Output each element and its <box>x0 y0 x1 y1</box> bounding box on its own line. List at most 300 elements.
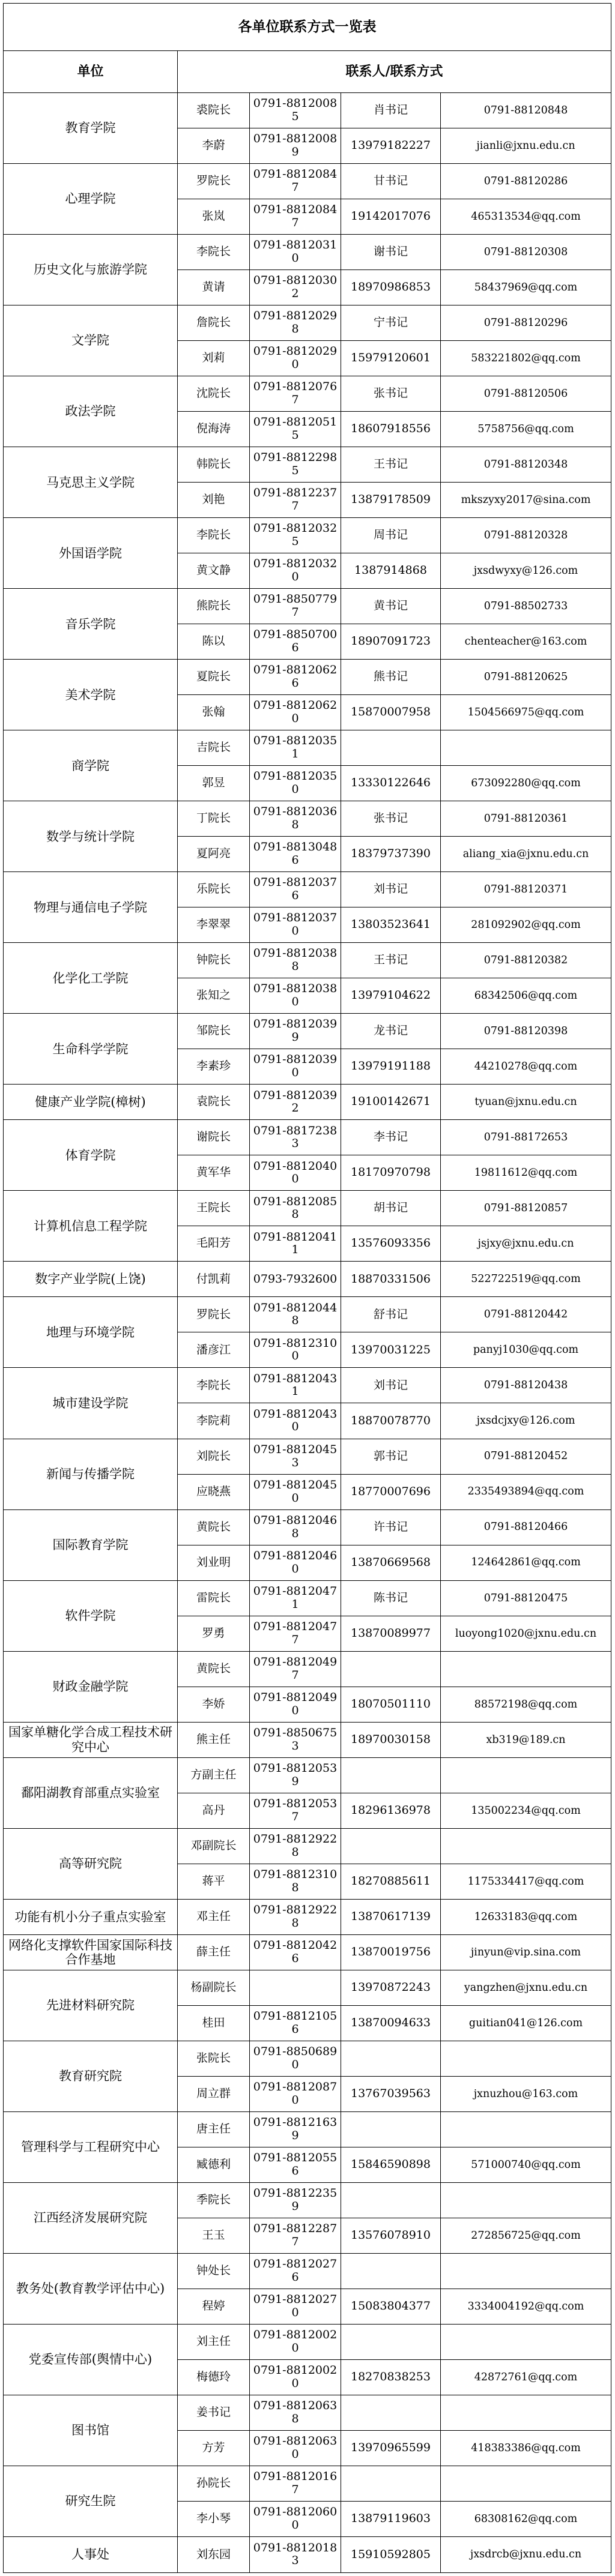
email-cell: 0791-88120857 <box>441 1191 611 1226</box>
phone-cell: 0791-88507797 <box>250 589 341 624</box>
unit-cell: 软件学院 <box>4 1580 178 1651</box>
table-row <box>4 518 611 553</box>
contact2-cell: 13879119603 <box>341 2501 441 2536</box>
table-row <box>4 943 611 978</box>
email-cell: 0791-88120371 <box>441 872 611 907</box>
name-cell: 季院长 <box>178 2182 250 2218</box>
name-cell: 李娇 <box>178 1687 250 1722</box>
contact2-cell: 18070501110 <box>341 1687 441 1722</box>
phone-cell: 0791-88120320 <box>250 553 341 589</box>
name-cell: 邹院长 <box>178 1014 250 1049</box>
phone-cell: 0791-88120515 <box>250 412 341 447</box>
name-cell: 郭昱 <box>178 766 250 801</box>
contact2-cell: 18970986853 <box>341 269 441 305</box>
phone-cell: 0791-88122359 <box>250 2182 341 2218</box>
table-row <box>4 1297 611 1332</box>
contact2-cell: 13576093356 <box>341 1226 441 1262</box>
unit-cell: 研究生院 <box>4 2466 178 2536</box>
email-cell: 0791-88120382 <box>441 943 611 978</box>
name-cell: 孙院长 <box>178 2466 250 2501</box>
name-cell: 刘院长 <box>178 1439 250 1474</box>
name-cell: 刘莉 <box>178 341 250 376</box>
phone-cell: 0791-88120767 <box>250 376 341 412</box>
table-row <box>4 2111 611 2147</box>
email-cell <box>441 1828 611 1864</box>
name-cell: 雷院长 <box>178 1580 250 1616</box>
table-row <box>4 2182 611 2218</box>
contact2-cell: 18870078770 <box>341 1403 441 1439</box>
contact2-cell: 13970872243 <box>341 1970 441 2005</box>
table-row <box>4 1899 611 1934</box>
contact2-cell <box>341 2253 441 2289</box>
table-row <box>4 376 611 412</box>
table-row <box>4 1439 611 1474</box>
email-cell: jxnuzhou@163.com <box>441 2076 611 2111</box>
phone-cell: 0791-88120310 <box>250 234 341 269</box>
phone-cell: 0791-88120539 <box>250 1757 341 1793</box>
unit-cell: 计算机信息工程学院 <box>4 1191 178 1262</box>
phone-cell: 0791-88120450 <box>250 1474 341 1509</box>
table-row <box>4 305 611 341</box>
table-row <box>4 1580 611 1616</box>
unit-cell: 教育学院 <box>4 92 178 163</box>
name-cell: 邓主任 <box>178 1899 250 1934</box>
email-cell: 418383386@qq.com <box>441 2430 611 2466</box>
name-cell: 李素珍 <box>178 1049 250 1085</box>
name-cell: 钟院长 <box>178 943 250 978</box>
phone-cell: 0791-88506890 <box>250 2041 341 2076</box>
contact2-cell: 郭书记 <box>341 1439 441 1474</box>
table-row <box>4 447 611 483</box>
phone-cell: 0791-88120399 <box>250 1014 341 1049</box>
email-cell: 0791-88120625 <box>441 660 611 695</box>
email-cell <box>441 1651 611 1687</box>
email-cell: 0791-88120308 <box>441 234 611 269</box>
email-cell <box>441 2111 611 2147</box>
name-cell: 罗院长 <box>178 1297 250 1332</box>
email-cell: 465313534@qq.com <box>441 199 611 234</box>
contact2-cell: 15870007958 <box>341 695 441 730</box>
contacts-table <box>3 3 611 2573</box>
email-cell <box>441 2253 611 2289</box>
name-cell: 梅德玲 <box>178 2359 250 2395</box>
phone-cell: 0791-88129228 <box>250 1899 341 1934</box>
phone-cell: 0791-88120388 <box>250 943 341 978</box>
phone-cell: 0791-88123108 <box>250 1864 341 1899</box>
phone-cell: 0791-88120325 <box>250 518 341 553</box>
contact2-cell: 18379737390 <box>341 837 441 872</box>
name-cell: 张岚 <box>178 199 250 234</box>
contact2-cell: 宁书记 <box>341 305 441 341</box>
table-row <box>4 1368 611 1403</box>
phone-cell: 0791-88120600 <box>250 2501 341 2536</box>
unit-cell: 美术学院 <box>4 660 178 730</box>
name-cell: 熊院长 <box>178 589 250 624</box>
phone-cell: 0791-88122877 <box>250 2218 341 2253</box>
table-row <box>4 92 611 128</box>
email-cell: 281092902@qq.com <box>441 907 611 943</box>
email-cell <box>441 2324 611 2359</box>
contact2-cell: 19142017076 <box>341 199 441 234</box>
name-cell: 夏院长 <box>178 660 250 695</box>
phone-cell: 0791-88120847 <box>250 163 341 199</box>
contact2-cell <box>341 2111 441 2147</box>
table-row <box>4 1970 611 2005</box>
name-cell: 李蔚 <box>178 128 250 163</box>
email-cell: 12633183@qq.com <box>441 1899 611 1934</box>
contact2-cell: 18270838253 <box>341 2359 441 2395</box>
table-row <box>4 1651 611 1687</box>
email-cell: 58437969@qq.com <box>441 269 611 305</box>
contact2-cell: 胡书记 <box>341 1191 441 1226</box>
phone-cell: 0791-88120620 <box>250 695 341 730</box>
unit-cell: 教务处(教育教学评估中心) <box>4 2253 178 2324</box>
unit-cell: 城市建设学院 <box>4 1368 178 1439</box>
email-cell <box>441 2466 611 2501</box>
contact2-cell: 15910592805 <box>341 2536 441 2572</box>
name-cell: 薛主任 <box>178 1934 250 1970</box>
email-cell: 1175334417@qq.com <box>441 1864 611 1899</box>
phone-cell: 0791-88120430 <box>250 1403 341 1439</box>
phone-cell: 0791-88120167 <box>250 2466 341 2501</box>
email-cell: 44210278@qq.com <box>441 1049 611 1085</box>
table-row <box>4 872 611 907</box>
name-cell: 邓副院长 <box>178 1828 250 1864</box>
unit-cell: 江西经济发展研究院 <box>4 2182 178 2253</box>
table-row <box>4 1757 611 1793</box>
name-cell: 罗院长 <box>178 163 250 199</box>
phone-cell: 0791-88120351 <box>250 730 341 766</box>
name-cell: 刘艳 <box>178 483 250 518</box>
phone-cell: 0791-88122985 <box>250 447 341 483</box>
email-cell: 522722519@qq.com <box>441 1262 611 1297</box>
unit-cell: 数学与统计学院 <box>4 801 178 872</box>
contact2-cell: 周书记 <box>341 518 441 553</box>
email-cell <box>441 2182 611 2218</box>
unit-cell: 外国语学院 <box>4 518 178 589</box>
unit-cell: 音乐学院 <box>4 589 178 660</box>
header-contact: 联系人/联系方式 <box>178 51 611 93</box>
name-cell: 程婷 <box>178 2289 250 2324</box>
table-row <box>4 1014 611 1049</box>
unit-cell: 文学院 <box>4 305 178 376</box>
phone-cell: 0791-88120400 <box>250 1155 341 1191</box>
email-cell: 673092280@qq.com <box>441 766 611 801</box>
name-cell: 吉院长 <box>178 730 250 766</box>
email-cell: 124642861@qq.com <box>441 1545 611 1580</box>
email-cell: aliang_xia@jxnu.edu.cn <box>441 837 611 872</box>
name-cell: 黄院长 <box>178 1651 250 1687</box>
email-cell: 583221802@qq.com <box>441 341 611 376</box>
name-cell: 谢院长 <box>178 1120 250 1155</box>
unit-cell: 生命科学学院 <box>4 1014 178 1085</box>
contact2-cell <box>341 1651 441 1687</box>
unit-cell: 物理与通信电子学院 <box>4 872 178 943</box>
phone-cell: 0791-88120020 <box>250 2324 341 2359</box>
contact2-cell: 13879178509 <box>341 483 441 518</box>
phone-cell: 0791-88120477 <box>250 1616 341 1651</box>
unit-cell: 商学院 <box>4 730 178 801</box>
table-row <box>4 1262 611 1297</box>
phone-cell: 0791-88120468 <box>250 1509 341 1545</box>
email-cell: jianli@jxnu.edu.cn <box>441 128 611 163</box>
name-cell: 刘业明 <box>178 1545 250 1580</box>
contact2-cell: 王书记 <box>341 447 441 483</box>
phone-cell: 0791-88121639 <box>250 2111 341 2147</box>
name-cell: 桂田 <box>178 2005 250 2041</box>
phone-cell: 0791-88130486 <box>250 837 341 872</box>
phone-cell: 0791-88120411 <box>250 1226 341 1262</box>
email-cell: 19811612@qq.com <box>441 1155 611 1191</box>
email-cell: 3334004192@qq.com <box>441 2289 611 2324</box>
name-cell: 刘东园 <box>178 2536 250 2572</box>
email-cell: luoyong1020@jxnu.edu.cn <box>441 1616 611 1651</box>
name-cell: 方芳 <box>178 2430 250 2466</box>
name-cell: 裘院长 <box>178 92 250 128</box>
contact2-cell: 13870669568 <box>341 1545 441 1580</box>
name-cell: 刘主任 <box>178 2324 250 2359</box>
phone-cell: 0791-88129228 <box>250 1828 341 1864</box>
phone-cell: 0791-88121056 <box>250 2005 341 2041</box>
phone-cell: 0791-88507006 <box>250 624 341 660</box>
email-cell: guitian041@126.com <box>441 2005 611 2041</box>
phone-cell: 0791-88120368 <box>250 801 341 837</box>
email-cell: 0791-88120286 <box>441 163 611 199</box>
name-cell: 方副主任 <box>178 1757 250 1793</box>
title-row <box>4 4 611 51</box>
email-cell: 0791-88120348 <box>441 447 611 483</box>
contact2-cell: 熊书记 <box>341 660 441 695</box>
unit-cell: 网络化支撑软件国家国际科技合作基地 <box>4 1934 178 1970</box>
table-row <box>4 1509 611 1545</box>
name-cell: 沈院长 <box>178 376 250 412</box>
email-cell: 0791-88502733 <box>441 589 611 624</box>
name-cell: 罗勇 <box>178 1616 250 1651</box>
phone-cell: 0791-88120089 <box>250 128 341 163</box>
unit-cell: 国际教育学院 <box>4 1509 178 1580</box>
phone-cell: 0791-88120376 <box>250 872 341 907</box>
phone-cell: 0791-88506753 <box>250 1722 341 1757</box>
unit-cell: 马克思主义学院 <box>4 447 178 518</box>
name-cell: 张院长 <box>178 2041 250 2076</box>
email-cell: 0791-88120398 <box>441 1014 611 1049</box>
table-row <box>4 801 611 837</box>
contact2-cell: 张书记 <box>341 801 441 837</box>
contact2-cell <box>341 2466 441 2501</box>
contact2-cell: 13767039563 <box>341 2076 441 2111</box>
email-cell: 0791-88120442 <box>441 1297 611 1332</box>
header-unit: 单位 <box>4 51 178 93</box>
unit-cell: 地理与环境学院 <box>4 1297 178 1368</box>
name-cell: 黄军华 <box>178 1155 250 1191</box>
name-cell: 袁院长 <box>178 1085 250 1120</box>
phone-cell: 0791-88120380 <box>250 978 341 1014</box>
name-cell: 李院长 <box>178 234 250 269</box>
unit-cell: 鄱阳湖教育部重点实验室 <box>4 1757 178 1828</box>
phone-cell: 0791-88120020 <box>250 2359 341 2395</box>
contact2-cell: 13870094633 <box>341 2005 441 2041</box>
table-row <box>4 730 611 766</box>
phone-cell: 0791-88120497 <box>250 1651 341 1687</box>
email-cell: 0791-88120475 <box>441 1580 611 1616</box>
contact2-cell <box>341 1757 441 1793</box>
name-cell: 姜书记 <box>178 2395 250 2430</box>
email-cell: 5758756@qq.com <box>441 412 611 447</box>
phone-cell: 0791-88122377 <box>250 483 341 518</box>
contact2-cell: 15846590898 <box>341 2147 441 2182</box>
name-cell: 韩院长 <box>178 447 250 483</box>
phone-cell: 0791-88120448 <box>250 1297 341 1332</box>
contact2-cell <box>341 2041 441 2076</box>
table-row <box>4 2395 611 2430</box>
unit-cell: 人事处 <box>4 2536 178 2572</box>
contact2-cell <box>341 2324 441 2359</box>
email-cell: mkszyxy2017@sina.com <box>441 483 611 518</box>
name-cell: 李院长 <box>178 1368 250 1403</box>
table-title: 各单位联系方式一览表 <box>4 4 611 51</box>
contact2-cell: 13870089977 <box>341 1616 441 1651</box>
name-cell: 毛阳芳 <box>178 1226 250 1262</box>
unit-cell: 心理学院 <box>4 163 178 234</box>
contact2-cell: 18970030158 <box>341 1722 441 1757</box>
email-cell: jinyun@vip.sina.com <box>441 1934 611 1970</box>
contact2-cell: 13576078910 <box>341 2218 441 2253</box>
name-cell: 李院长 <box>178 518 250 553</box>
phone-cell <box>250 1970 341 2005</box>
phone-cell: 0791-88120630 <box>250 2430 341 2466</box>
contact2-cell: 陈书记 <box>341 1580 441 1616</box>
name-cell: 黄请 <box>178 269 250 305</box>
contact2-cell: 1387914868 <box>341 553 441 589</box>
email-cell: jsjxy@jxnu.edu.cn <box>441 1226 611 1262</box>
name-cell: 王玉 <box>178 2218 250 2253</box>
contact2-cell: 18770007696 <box>341 1474 441 1509</box>
contact2-cell: 甘书记 <box>341 163 441 199</box>
table-row <box>4 1828 611 1864</box>
unit-cell: 国家单糖化学合成工程技术研究中心 <box>4 1722 178 1757</box>
name-cell: 夏阿亮 <box>178 837 250 872</box>
phone-cell: 0791-88120298 <box>250 305 341 341</box>
email-cell: xb319@189.cn <box>441 1722 611 1757</box>
email-cell <box>441 2395 611 2430</box>
table-row <box>4 589 611 624</box>
phone-cell: 0791-88120537 <box>250 1793 341 1828</box>
table-row <box>4 1934 611 1970</box>
phone-cell: 0791-88120350 <box>250 766 341 801</box>
contact2-cell <box>341 1828 441 1864</box>
table-row <box>4 1722 611 1757</box>
email-cell: tyuan@jxnu.edu.cn <box>441 1085 611 1120</box>
contact2-cell: 13970965599 <box>341 2430 441 2466</box>
contact2-cell: 18296136978 <box>341 1793 441 1828</box>
contact2-cell <box>341 2182 441 2218</box>
phone-cell: 0791-88120392 <box>250 1085 341 1120</box>
name-cell: 陈以 <box>178 624 250 660</box>
contact2-cell <box>341 2395 441 2430</box>
phone-cell: 0791-88120276 <box>250 2253 341 2289</box>
name-cell: 张知之 <box>178 978 250 1014</box>
unit-cell: 历史文化与旅游学院 <box>4 234 178 305</box>
phone-cell: 0791-88120460 <box>250 1545 341 1580</box>
name-cell: 周立群 <box>178 2076 250 2111</box>
contact2-cell: 谢书记 <box>341 234 441 269</box>
unit-cell: 图书馆 <box>4 2395 178 2466</box>
contact2-cell: 王书记 <box>341 943 441 978</box>
email-cell <box>441 1757 611 1793</box>
contact2-cell: 18270885611 <box>341 1864 441 1899</box>
contact2-cell: 13870019756 <box>341 1934 441 1970</box>
email-cell: 272856725@qq.com <box>441 2218 611 2253</box>
unit-cell: 功能有机小分子重点实验室 <box>4 1899 178 1934</box>
email-cell: yangzhen@jxnu.edu.cn <box>441 1970 611 2005</box>
email-cell: 0791-88120848 <box>441 92 611 128</box>
phone-cell: 0791-88120471 <box>250 1580 341 1616</box>
name-cell: 黄院长 <box>178 1509 250 1545</box>
unit-cell: 数字产业学院(上饶) <box>4 1262 178 1297</box>
table-row <box>4 234 611 269</box>
contact2-cell: 18907091723 <box>341 624 441 660</box>
email-cell: 0791-88120466 <box>441 1509 611 1545</box>
name-cell: 潘彦江 <box>178 1332 250 1368</box>
unit-cell: 体育学院 <box>4 1120 178 1191</box>
table-row <box>4 660 611 695</box>
email-cell <box>441 2041 611 2076</box>
email-cell: panyj1030@qq.com <box>441 1332 611 1368</box>
unit-cell: 健康产业学院(樟树) <box>4 1085 178 1120</box>
email-cell: 42872761@qq.com <box>441 2359 611 2395</box>
header-row <box>4 51 611 93</box>
contact2-cell: 张书记 <box>341 376 441 412</box>
email-cell <box>441 730 611 766</box>
table-row <box>4 1085 611 1120</box>
email-cell: 571000740@qq.com <box>441 2147 611 2182</box>
email-cell: jxsdwyxy@126.com <box>441 553 611 589</box>
contact2-cell: 肖书记 <box>341 92 441 128</box>
name-cell: 蒋平 <box>178 1864 250 1899</box>
name-cell: 臧德利 <box>178 2147 250 2182</box>
name-cell: 杨副院长 <box>178 1970 250 2005</box>
table-row <box>4 1120 611 1155</box>
unit-cell: 政法学院 <box>4 376 178 447</box>
name-cell: 倪海涛 <box>178 412 250 447</box>
phone-cell: 0791-88120390 <box>250 1049 341 1085</box>
email-cell: 68342506@qq.com <box>441 978 611 1014</box>
name-cell: 丁院长 <box>178 801 250 837</box>
phone-cell: 0791-88120626 <box>250 660 341 695</box>
email-cell: chenteacher@163.com <box>441 624 611 660</box>
name-cell: 付凯莉 <box>178 1262 250 1297</box>
phone-cell: 0791-88120302 <box>250 269 341 305</box>
name-cell: 李院莉 <box>178 1403 250 1439</box>
unit-cell: 高等研究院 <box>4 1828 178 1899</box>
email-cell: 0791-88120328 <box>441 518 611 553</box>
contact2-cell: 13803523641 <box>341 907 441 943</box>
unit-cell: 财政金融学院 <box>4 1651 178 1722</box>
phone-cell: 0791-88120638 <box>250 2395 341 2430</box>
phone-cell: 0791-88120290 <box>250 341 341 376</box>
unit-cell: 党委宣传部(舆情中心) <box>4 2324 178 2395</box>
phone-cell: 0791-88120847 <box>250 199 341 234</box>
email-cell: 0791-88120438 <box>441 1368 611 1403</box>
phone-cell: 0793-7932600 <box>250 1262 341 1297</box>
table-row <box>4 2466 611 2501</box>
unit-cell: 先进材料研究院 <box>4 1970 178 2041</box>
email-cell: 0791-88120296 <box>441 305 611 341</box>
unit-cell: 新闻与传播学院 <box>4 1439 178 1509</box>
name-cell: 乐院长 <box>178 872 250 907</box>
contact2-cell <box>341 730 441 766</box>
phone-cell: 0791-88120556 <box>250 2147 341 2182</box>
